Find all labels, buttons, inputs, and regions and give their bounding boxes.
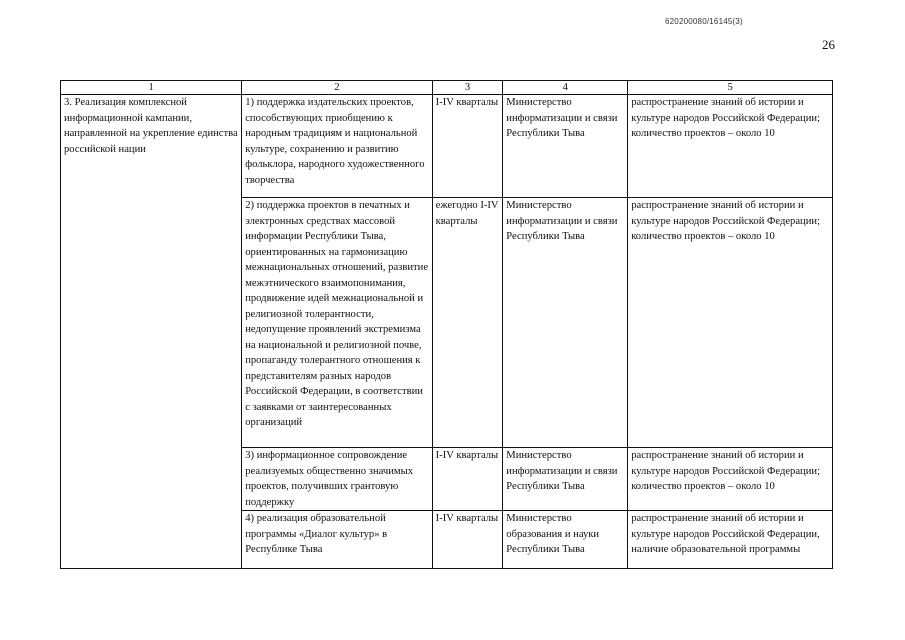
executor-cell: Министерство информатизации и связи Республики Тыва [503, 95, 628, 198]
period-cell: I-IV кварталы [432, 511, 503, 569]
page-number: 26 [822, 37, 835, 52]
document-id: 620200080/16145(3) [665, 17, 743, 26]
measure-cell: 3) информационное сопровождение реализуемых общественно значимых проектов, получивших грантовую поддержку [242, 448, 432, 511]
column-header-4: 4 [503, 81, 628, 95]
period-cell: ежегодно I-IV кварталы [432, 198, 503, 448]
measure-cell: 2) поддержка проектов в печатных и электронных средствах массовой информации Республики Тыва, ориентированных на гармонизацию межнациональных отношений, развитие межэтнического взаимопонимания, продвижение идей межнациональной и религиозной толерантности, недопущение проявлений экстремизма на национальной и религиозной почве, пропаганду толерантного отношения к представителям разных народов Российской Федерации, в соответствии с заявками от заинтересованных организаций [242, 198, 432, 448]
measure-cell: 1) поддержка издательских проектов, способствующих приобщению к народным традициям и национальной культуре, сохранению и развитию фольклора, народного художественного творчества [242, 95, 432, 198]
result-cell: распространение знаний об истории и культуре народов Российской Федерации, наличие образовательной программы [628, 511, 833, 569]
column-header-3: 3 [432, 81, 503, 95]
table-row [61, 95, 833, 198]
measures-table [60, 80, 833, 569]
executor-cell: Министерство информатизации и связи Республики Тыва [503, 198, 628, 448]
result-cell: распространение знаний об истории и культуре народов Российской Федерации; количество проектов – около 10 [628, 95, 833, 198]
column-header-5: 5 [628, 81, 833, 95]
result-cell: распространение знаний об истории и культуре народов Российской Федерации; количество проектов – около 10 [628, 198, 833, 448]
column-header-2: 2 [242, 81, 432, 95]
measure-cell: 4) реализация образовательной программы «Диалог культур» в Республике Тыва [242, 511, 432, 569]
period-cell: I-IV кварталы [432, 448, 503, 511]
section-label-cell: 3. Реализация комплексной информационной кампании, направленной на укрепление единства российской нации [61, 95, 242, 569]
executor-cell: Министерство образования и науки Республики Тыва [503, 511, 628, 569]
column-number-header-row [61, 81, 833, 95]
period-cell: I-IV кварталы [432, 95, 503, 198]
column-header-1: 1 [61, 81, 242, 95]
executor-cell: Министерство информатизации и связи Республики Тыва [503, 448, 628, 511]
result-cell: распространение знаний об истории и культуре народов Российской Федерации; количество проектов – около 10 [628, 448, 833, 511]
